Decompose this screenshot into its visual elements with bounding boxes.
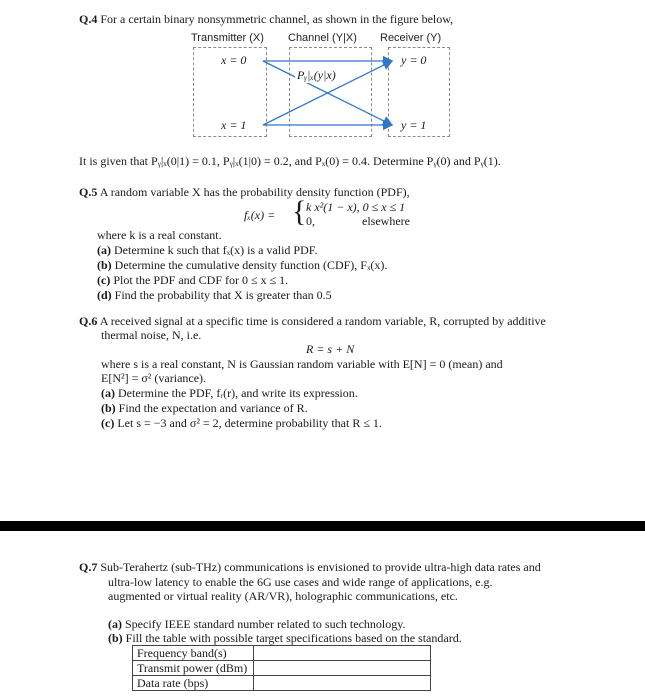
q5-part-a-label: (a) [97,243,111,257]
answer-cell-frequency[interactable] [254,646,431,661]
input-x1: x = 1 [221,118,247,132]
q5-part-c-label: (c) [97,273,111,287]
transmitter-label: Transmitter (X) [191,32,264,44]
channel-function: Pᵧ|ₓ(y|x) [297,68,336,82]
channel-label: Channel (Y|X) [288,32,357,44]
output-y1: y = 1 [401,118,427,132]
row-label-transmit-power: Transmit power (dBm) [133,661,254,676]
q7-part-b-text: Fill the table with possible target specifications based on the standard. [125,631,462,645]
q6-part-a-label: (a) [101,386,115,400]
q5-part-a [97,243,317,258]
input-x0: x = 0 [221,53,247,67]
q4-text: For a certain binary nonsymmetric channel, as shown in the figure below, [100,12,454,26]
q7-text-2: ultra-low latency to enable the 6G use cases and wide range of applications, e.g. [108,575,493,589]
q6-text-2: thermal noise, N, i.e. [101,328,202,342]
pdf-case-2-condition: elsewhere [362,214,410,228]
q6-part-c [101,416,382,431]
q6-part-b [101,401,308,416]
q5-part-c-text: Plot the PDF and CDF for 0 ≤ x ≤ 1. [113,273,289,287]
q5-part-a-text: Determine k such that fₓ(x) is a valid PDF. [114,243,318,257]
q5-part-d-text: Find the probability that X is greater than 0.5 [114,288,332,302]
q7-part-a-text: Specify IEEE standard number related to such technology. [125,617,406,631]
q5-heading [79,185,410,200]
table-row [133,676,431,691]
q7-part-a [108,617,405,632]
q5-part-b-label: (b) [97,258,112,272]
q7-heading [79,560,541,575]
pdf-brace: { [292,195,307,228]
row-label-frequency: Frequency band(s) [133,646,254,661]
q7-text-3: augmented or virtual reality (AR/VR), holographic communications, etc. [108,589,458,603]
output-y0: y = 0 [401,53,427,67]
pdf-case-1: k x²(1 − x), 0 ≤ x ≤ 1 [306,200,406,214]
q5-part-b-text: Determine the cumulative density function (CDF), Fₓ(x). [114,258,388,272]
specifications-table [132,645,431,691]
q7-text-1: Sub-Terahertz (sub-THz) communications is envisioned to provide ultra-high data rates and [100,560,541,574]
table-row [133,661,431,676]
q5-number: Q.5 [79,185,98,199]
receiver-label: Receiver (Y) [380,32,442,44]
q5-part-c [97,273,288,288]
q6-heading [79,314,546,329]
q6-text-1: A received signal at a specific time is considered a random variable, R, corrupted by additive [99,314,546,328]
answer-cell-transmit-power[interactable] [254,661,431,676]
q5-part-b [97,258,387,273]
q7-part-b [108,631,462,646]
q6-where-1: where s is a real constant, N is Gaussian random variable with E[N] = 0 (mean) and [101,357,503,371]
q6-number: Q.6 [79,314,98,328]
q6-part-b-text: Find the expectation and variance of R. [118,401,308,415]
q4-number: Q.4 [79,12,98,26]
q6-part-b-label: (b) [101,401,116,415]
answer-cell-data-rate[interactable] [254,676,431,691]
q6-equation: R = s + N [306,342,355,356]
q6-part-a [101,386,358,401]
pdf-case-2: 0, [306,214,315,228]
pdf-lhs: fₓ(x) = [244,208,276,222]
q5-where: where k is a real constant. [97,228,222,242]
table-row [133,646,431,661]
q6-part-c-label: (c) [101,416,115,430]
q7-part-a-label: (a) [108,617,122,631]
page-2 [0,531,645,700]
row-label-data-rate: Data rate (bps) [133,676,254,691]
q6-where-2: E[N²] = σ² (variance). [101,371,207,385]
q5-part-d-label: (d) [97,288,112,302]
q6-part-c-text: Let s = −3 and σ² = 2, determine probability that R ≤ 1. [117,416,382,430]
q7-number: Q.7 [79,560,98,574]
q6-part-a-text: Determine the PDF, fᵣ(r), and write its expression. [118,386,358,400]
q7-part-b-label: (b) [108,631,123,645]
q4-given: It is given that Pᵧ|ₓ(0|1) = 0.1, Pᵧ|ₓ(1|0) = 0.2, and Pₓ(0) = 0.4. Determine Pᵧ(0) and Pᵧ(1). [79,154,501,168]
q5-text: A random variable X has the probability density function (PDF), [99,185,410,199]
q5-part-d [97,288,332,303]
